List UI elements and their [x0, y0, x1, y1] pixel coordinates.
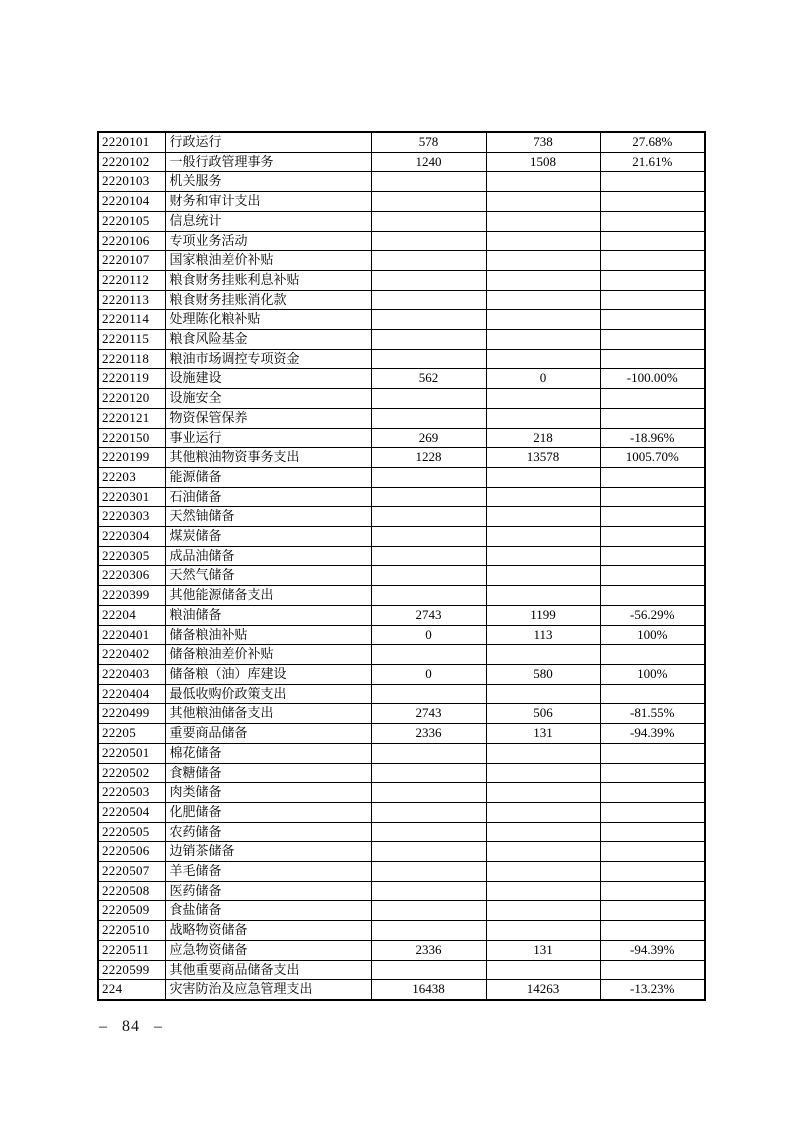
- cell-budget-code: 2220103: [98, 172, 165, 192]
- cell-amount-previous: [371, 231, 486, 251]
- table-row: [98, 566, 705, 586]
- cell-budget-name: 成品油储备: [165, 546, 371, 566]
- cell-amount-previous: 269: [371, 428, 486, 448]
- cell-change-percent: -81.55%: [600, 704, 705, 724]
- cell-amount-current: [486, 310, 600, 330]
- table-row: [98, 940, 705, 960]
- cell-budget-code: 2220511: [98, 940, 165, 960]
- cell-budget-code: 2220399: [98, 586, 165, 606]
- cell-change-percent: 1005.70%: [600, 448, 705, 468]
- cell-budget-code: 2220505: [98, 822, 165, 842]
- cell-amount-previous: [371, 408, 486, 428]
- cell-budget-name: 专项业务活动: [165, 231, 371, 251]
- cell-change-percent: [600, 901, 705, 921]
- cell-amount-current: [486, 862, 600, 882]
- table-row: [98, 369, 705, 389]
- cell-change-percent: 27.68%: [600, 132, 705, 152]
- cell-amount-previous: [371, 330, 486, 350]
- table-row: [98, 507, 705, 527]
- cell-change-percent: [600, 290, 705, 310]
- table-row: [98, 467, 705, 487]
- cell-budget-name: 肉类储备: [165, 783, 371, 803]
- cell-change-percent: [600, 270, 705, 290]
- table-row: [98, 881, 705, 901]
- cell-change-percent: [600, 389, 705, 409]
- cell-amount-previous: [371, 192, 486, 212]
- cell-amount-current: [486, 389, 600, 409]
- cell-amount-previous: [371, 487, 486, 507]
- cell-amount-current: 580: [486, 664, 600, 684]
- cell-amount-current: [486, 881, 600, 901]
- cell-budget-name: 事业运行: [165, 428, 371, 448]
- cell-change-percent: [600, 802, 705, 822]
- cell-amount-previous: [371, 921, 486, 941]
- cell-amount-current: 506: [486, 704, 600, 724]
- cell-amount-current: 218: [486, 428, 600, 448]
- cell-budget-name: 食盐储备: [165, 901, 371, 921]
- cell-amount-current: [486, 763, 600, 783]
- cell-amount-current: [486, 487, 600, 507]
- cell-amount-previous: [371, 684, 486, 704]
- table-row: [98, 330, 705, 350]
- table-row: [98, 428, 705, 448]
- cell-budget-code: 2220506: [98, 842, 165, 862]
- cell-budget-name: 储备粮油补贴: [165, 625, 371, 645]
- cell-budget-code: 2220304: [98, 527, 165, 547]
- cell-budget-code: 2220119: [98, 369, 165, 389]
- table-row: [98, 231, 705, 251]
- cell-budget-code: 2220402: [98, 645, 165, 665]
- cell-amount-previous: 2336: [371, 724, 486, 744]
- cell-amount-previous: 0: [371, 664, 486, 684]
- cell-change-percent: [600, 487, 705, 507]
- cell-amount-previous: [371, 881, 486, 901]
- cell-change-percent: -18.96%: [600, 428, 705, 448]
- cell-amount-previous: [371, 960, 486, 980]
- table-row: [98, 586, 705, 606]
- cell-amount-previous: [371, 763, 486, 783]
- cell-amount-current: [486, 684, 600, 704]
- cell-amount-current: [486, 802, 600, 822]
- cell-budget-code: 2220104: [98, 192, 165, 212]
- cell-budget-name: 边销茶储备: [165, 842, 371, 862]
- cell-budget-name: 灾害防治及应急管理支出: [165, 980, 371, 1000]
- cell-budget-name: 处理陈化粮补贴: [165, 310, 371, 330]
- cell-budget-name: 其他重要商品储备支出: [165, 960, 371, 980]
- cell-amount-previous: [371, 270, 486, 290]
- cell-budget-code: 2220114: [98, 310, 165, 330]
- cell-budget-name: 粮食风险基金: [165, 330, 371, 350]
- cell-budget-name: 国家粮油差价补贴: [165, 251, 371, 271]
- table-row: [98, 389, 705, 409]
- cell-budget-name: 食糖储备: [165, 763, 371, 783]
- table-row: [98, 783, 705, 803]
- cell-change-percent: [600, 645, 705, 665]
- cell-amount-current: [486, 743, 600, 763]
- cell-amount-previous: 1228: [371, 448, 486, 468]
- table-row: [98, 822, 705, 842]
- cell-change-percent: [600, 251, 705, 271]
- cell-change-percent: [600, 507, 705, 527]
- cell-amount-previous: [371, 507, 486, 527]
- cell-budget-name: 粮食财务挂账消化款: [165, 290, 371, 310]
- cell-amount-current: 13578: [486, 448, 600, 468]
- table-row: [98, 172, 705, 192]
- table-row: [98, 290, 705, 310]
- cell-amount-current: [486, 566, 600, 586]
- cell-change-percent: [600, 467, 705, 487]
- cell-amount-previous: [371, 172, 486, 192]
- cell-budget-code: 2220502: [98, 763, 165, 783]
- cell-amount-current: [486, 842, 600, 862]
- cell-amount-previous: 2336: [371, 940, 486, 960]
- table-row: [98, 270, 705, 290]
- cell-budget-name: 棉花储备: [165, 743, 371, 763]
- cell-amount-previous: [371, 842, 486, 862]
- cell-change-percent: [600, 310, 705, 330]
- table-row: [98, 487, 705, 507]
- table-row: [98, 527, 705, 547]
- cell-amount-current: [486, 467, 600, 487]
- cell-change-percent: [600, 763, 705, 783]
- cell-amount-current: [486, 586, 600, 606]
- cell-change-percent: 100%: [600, 664, 705, 684]
- table-row: [98, 980, 705, 1000]
- cell-amount-previous: [371, 862, 486, 882]
- cell-amount-previous: [371, 743, 486, 763]
- cell-budget-code: 2220499: [98, 704, 165, 724]
- cell-budget-code: 2220105: [98, 211, 165, 231]
- table-row: [98, 192, 705, 212]
- cell-change-percent: 21.61%: [600, 152, 705, 172]
- cell-budget-code: 2220121: [98, 408, 165, 428]
- cell-budget-code: 2220102: [98, 152, 165, 172]
- cell-amount-current: 738: [486, 132, 600, 152]
- cell-amount-current: [486, 901, 600, 921]
- cell-budget-name: 一般行政管理事务: [165, 152, 371, 172]
- cell-change-percent: -56.29%: [600, 605, 705, 625]
- cell-change-percent: [600, 684, 705, 704]
- table-row: [98, 251, 705, 271]
- cell-amount-previous: [371, 586, 486, 606]
- cell-amount-previous: 578: [371, 132, 486, 152]
- cell-budget-name: 煤炭储备: [165, 527, 371, 547]
- table-row: [98, 625, 705, 645]
- cell-amount-previous: 0: [371, 625, 486, 645]
- cell-amount-previous: [371, 783, 486, 803]
- cell-change-percent: [600, 349, 705, 369]
- cell-budget-name: 储备粮（油）库建设: [165, 664, 371, 684]
- cell-budget-code: 2220305: [98, 546, 165, 566]
- cell-change-percent: 100%: [600, 625, 705, 645]
- cell-amount-current: [486, 507, 600, 527]
- cell-budget-code: 2220599: [98, 960, 165, 980]
- cell-budget-code: 2220150: [98, 428, 165, 448]
- table-row: [98, 862, 705, 882]
- table-row: [98, 802, 705, 822]
- cell-amount-current: [486, 192, 600, 212]
- cell-budget-name: 粮油市场调控专项资金: [165, 349, 371, 369]
- cell-budget-code: 2220509: [98, 901, 165, 921]
- cell-change-percent: [600, 822, 705, 842]
- table-row: [98, 921, 705, 941]
- cell-amount-current: [486, 527, 600, 547]
- cell-budget-name: 其他粮油物资事务支出: [165, 448, 371, 468]
- cell-amount-current: [486, 822, 600, 842]
- cell-change-percent: [600, 192, 705, 212]
- table-row: [98, 901, 705, 921]
- cell-amount-current: [486, 270, 600, 290]
- cell-amount-current: 1508: [486, 152, 600, 172]
- cell-change-percent: [600, 546, 705, 566]
- table-row: [98, 960, 705, 980]
- cell-budget-code: 2220503: [98, 783, 165, 803]
- cell-change-percent: -13.23%: [600, 980, 705, 1000]
- cell-budget-code: 2220404: [98, 684, 165, 704]
- cell-amount-previous: [371, 389, 486, 409]
- cell-budget-name: 其他粮油储备支出: [165, 704, 371, 724]
- cell-budget-code: 2220112: [98, 270, 165, 290]
- table-row: [98, 448, 705, 468]
- cell-amount-current: 0: [486, 369, 600, 389]
- cell-change-percent: [600, 960, 705, 980]
- cell-amount-previous: [371, 822, 486, 842]
- cell-amount-current: 131: [486, 940, 600, 960]
- table-row: [98, 310, 705, 330]
- cell-amount-previous: [371, 290, 486, 310]
- cell-amount-current: 131: [486, 724, 600, 744]
- cell-amount-previous: [371, 349, 486, 369]
- cell-budget-code: 2220508: [98, 881, 165, 901]
- cell-budget-code: 22205: [98, 724, 165, 744]
- cell-amount-current: [486, 172, 600, 192]
- table-row: [98, 842, 705, 862]
- cell-change-percent: [600, 408, 705, 428]
- cell-amount-previous: 1240: [371, 152, 486, 172]
- cell-budget-name: 设施建设: [165, 369, 371, 389]
- cell-budget-name: 战略物资储备: [165, 921, 371, 941]
- cell-budget-name: 储备粮油差价补贴: [165, 645, 371, 665]
- cell-amount-current: [486, 231, 600, 251]
- cell-change-percent: [600, 586, 705, 606]
- cell-budget-name: 重要商品储备: [165, 724, 371, 744]
- cell-budget-code: 22203: [98, 467, 165, 487]
- cell-amount-current: [486, 921, 600, 941]
- cell-budget-name: 最低收购价政策支出: [165, 684, 371, 704]
- cell-amount-previous: [371, 802, 486, 822]
- cell-budget-name: 天然铀储备: [165, 507, 371, 527]
- cell-amount-current: [486, 783, 600, 803]
- page-number: – 84 –: [99, 1018, 163, 1035]
- cell-amount-previous: [371, 546, 486, 566]
- cell-change-percent: [600, 881, 705, 901]
- table-row: [98, 132, 705, 152]
- cell-change-percent: -94.39%: [600, 940, 705, 960]
- cell-amount-previous: 562: [371, 369, 486, 389]
- cell-amount-current: 14263: [486, 980, 600, 1000]
- cell-budget-code: 2220507: [98, 862, 165, 882]
- cell-amount-current: [486, 408, 600, 428]
- cell-budget-code: 2220303: [98, 507, 165, 527]
- cell-change-percent: [600, 527, 705, 547]
- cell-budget-code: 22204: [98, 605, 165, 625]
- cell-budget-code: 2220101: [98, 132, 165, 152]
- cell-amount-current: [486, 546, 600, 566]
- cell-budget-name: 机关服务: [165, 172, 371, 192]
- cell-budget-code: 2220120: [98, 389, 165, 409]
- cell-amount-current: [486, 251, 600, 271]
- cell-amount-previous: [371, 251, 486, 271]
- cell-budget-code: 2220501: [98, 743, 165, 763]
- cell-budget-name: 行政运行: [165, 132, 371, 152]
- cell-budget-name: 化肥储备: [165, 802, 371, 822]
- cell-budget-name: 羊毛储备: [165, 862, 371, 882]
- cell-change-percent: [600, 783, 705, 803]
- cell-budget-code: 2220306: [98, 566, 165, 586]
- cell-budget-code: 2220504: [98, 802, 165, 822]
- cell-budget-name: 信息统计: [165, 211, 371, 231]
- cell-budget-name: 粮食财务挂账利息补贴: [165, 270, 371, 290]
- cell-change-percent: [600, 330, 705, 350]
- cell-budget-name: 应急物资储备: [165, 940, 371, 960]
- cell-amount-current: [486, 290, 600, 310]
- table-row: [98, 546, 705, 566]
- cell-budget-name: 粮油储备: [165, 605, 371, 625]
- cell-amount-current: [486, 211, 600, 231]
- cell-amount-previous: [371, 645, 486, 665]
- cell-budget-code: 2220115: [98, 330, 165, 350]
- cell-change-percent: [600, 921, 705, 941]
- cell-budget-code: 2220106: [98, 231, 165, 251]
- cell-budget-name: 能源储备: [165, 467, 371, 487]
- cell-amount-current: [486, 645, 600, 665]
- cell-amount-current: [486, 349, 600, 369]
- table-row: [98, 724, 705, 744]
- cell-budget-code: 2220301: [98, 487, 165, 507]
- cell-budget-code: 2220401: [98, 625, 165, 645]
- table-row: [98, 349, 705, 369]
- cell-budget-code: 2220118: [98, 349, 165, 369]
- table-row: [98, 408, 705, 428]
- cell-amount-previous: [371, 901, 486, 921]
- cell-budget-code: 224: [98, 980, 165, 1000]
- cell-amount-current: [486, 960, 600, 980]
- cell-amount-current: 1199: [486, 605, 600, 625]
- cell-change-percent: [600, 842, 705, 862]
- cell-amount-previous: 2743: [371, 605, 486, 625]
- table-row: [98, 704, 705, 724]
- table-row: [98, 684, 705, 704]
- cell-budget-code: 2220403: [98, 664, 165, 684]
- cell-budget-name: 天然气储备: [165, 566, 371, 586]
- cell-budget-code: 2220107: [98, 251, 165, 271]
- cell-amount-previous: 16438: [371, 980, 486, 1000]
- budget-table: [97, 131, 706, 1001]
- cell-budget-name: 其他能源储备支出: [165, 586, 371, 606]
- cell-budget-code: 2220113: [98, 290, 165, 310]
- cell-budget-name: 农药储备: [165, 822, 371, 842]
- cell-change-percent: -100.00%: [600, 369, 705, 389]
- cell-change-percent: [600, 743, 705, 763]
- cell-amount-current: [486, 330, 600, 350]
- cell-change-percent: [600, 172, 705, 192]
- table-row: [98, 645, 705, 665]
- cell-change-percent: -94.39%: [600, 724, 705, 744]
- table-row: [98, 763, 705, 783]
- table-row: [98, 664, 705, 684]
- cell-budget-name: 设施安全: [165, 389, 371, 409]
- cell-amount-previous: [371, 310, 486, 330]
- cell-budget-name: 物资保管保养: [165, 408, 371, 428]
- cell-amount-previous: 2743: [371, 704, 486, 724]
- cell-change-percent: [600, 566, 705, 586]
- cell-budget-name: 医药储备: [165, 881, 371, 901]
- cell-budget-code: 2220510: [98, 921, 165, 941]
- budget-table-body: [98, 132, 705, 1000]
- cell-change-percent: [600, 211, 705, 231]
- cell-change-percent: [600, 862, 705, 882]
- cell-amount-previous: [371, 211, 486, 231]
- table-row: [98, 152, 705, 172]
- cell-amount-current: 113: [486, 625, 600, 645]
- table-row: [98, 743, 705, 763]
- cell-amount-previous: [371, 566, 486, 586]
- table-row: [98, 211, 705, 231]
- cell-budget-name: 石油储备: [165, 487, 371, 507]
- cell-amount-previous: [371, 527, 486, 547]
- cell-budget-code: 2220199: [98, 448, 165, 468]
- cell-change-percent: [600, 231, 705, 251]
- cell-amount-previous: [371, 467, 486, 487]
- cell-budget-name: 财务和审计支出: [165, 192, 371, 212]
- table-row: [98, 605, 705, 625]
